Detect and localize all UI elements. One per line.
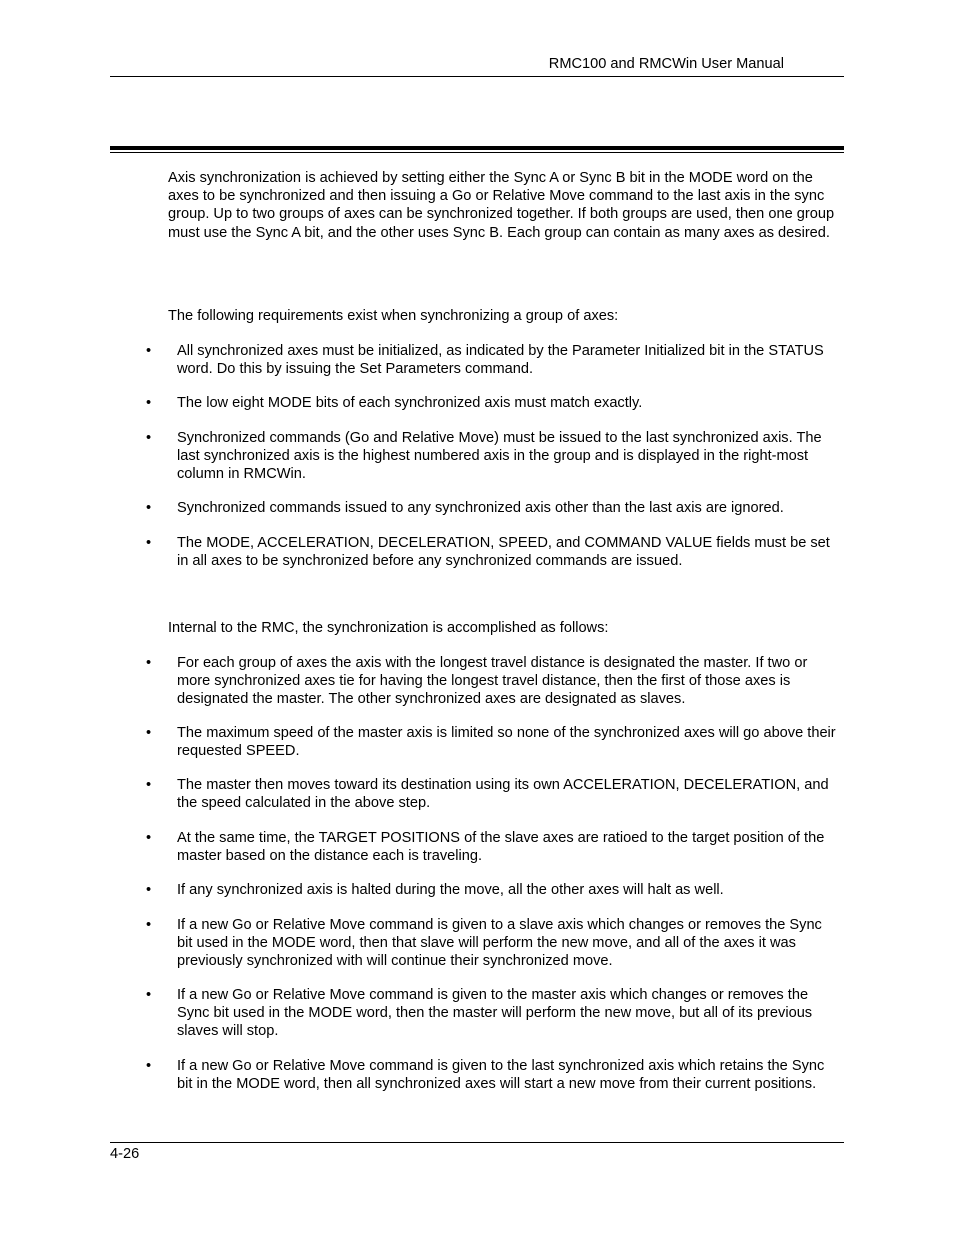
list-item: • If a new Go or Relative Move command is given to the last synchronized axis which retains the Sync bit in the MODE word, then all synchronized axes will start a new move from their current positions. [146,1058,825,1093]
bullet-icon: • [146,882,152,898]
bullet-icon: • [146,777,152,793]
bullet-icon: • [146,917,152,933]
list-item: • If a new Go or Relative Move command is given to a slave axis which changes or removes the Sync bit used in the MODE word, then that slave will perform the new move, and all of the axes it was previously synchronized with will continue their synchronized move. [146,917,822,970]
footer-rule [110,1142,844,1143]
list-item: • The MODE, ACCELERATION, DECELERATION, SPEED, and COMMAND VALUE fields must be set in all axes to be synchronized before any synchronized commands are issued. [146,535,830,570]
list-item: • If a new Go or Relative Move command is given to the master axis which changes or removes the Sync bit used in the MODE word, then the master will perform the new move, but all of its previous slaves will stop. [146,987,813,1040]
bullet-icon: • [146,725,152,741]
list-item: • All synchronized axes must be initialized, as indicated by the Parameter Initialized bit in the STATUS word. Do this by issuing the Set Parameters command. [146,343,824,378]
list-item: • At the same time, the TARGET POSITIONS of the slave axes are ratioed to the target position of the master based on the distance each is traveling. [146,830,825,865]
bullet-icon: • [146,655,152,671]
requirements-lead: The following requirements exist when synchronizing a group of axes: [168,308,619,324]
list-item: • The master then moves toward its destination using its own ACCELERATION, DECELERATION, and the speed calculated in the above step. [146,777,829,812]
bullet-icon: • [146,535,152,551]
internal-lead: Internal to the RMC, the synchronization is accomplished as follows: [168,620,609,636]
page-number: 4-26 [110,1146,140,1162]
list-item: • If any synchronized axis is halted during the move, all the other axes will halt as well. [146,882,724,898]
header-rule [110,76,844,77]
list-item: • For each group of axes the axis with the longest travel distance is designated the master. If two or more synchronized axes tie for having the longest travel distance, then the first of those axes is designated the master. The other synchronized axes are designated as slaves. [146,655,808,708]
list-item: • Synchronized commands issued to any synchronized axis other than the last axis are ignored. [146,500,784,516]
bullet-icon: • [146,343,152,359]
bullet-icon: • [146,987,152,1003]
list-item: • The low eight MODE bits of each synchronized axis must match exactly. [146,395,643,411]
list-item: • Synchronized commands (Go and Relative Move) must be issued to the last synchronized axis. The last synchronized axis is the highest numbered axis in the group and is displayed in the right-most column in RMCWin. [146,430,822,483]
list-item: • The maximum speed of the master axis is limited so none of the synchronized axes will go above their requested SPEED. [146,725,836,760]
bullet-icon: • [146,430,152,446]
bullet-icon: • [146,500,152,516]
section-rule-thin [110,152,844,153]
intro-paragraph: Axis synchronization is achieved by setting either the Sync A or Sync B bit in the MODE word on the axes to be synchronized and then issuing a Go or Relative Move command to the last axis in the sync group. Up to two groups of axes can be synchronized together. If both groups are used, then one group must use the Sync A bit, and the other uses Sync B. Each group can contain as many axes as desired. [168,170,835,241]
bullet-icon: • [146,1058,152,1074]
manual-title: RMC100 and RMCWin User Manual [548,56,784,72]
bullet-icon: • [146,395,152,411]
section-rule-thick [110,146,844,150]
bullet-icon: • [146,830,152,846]
